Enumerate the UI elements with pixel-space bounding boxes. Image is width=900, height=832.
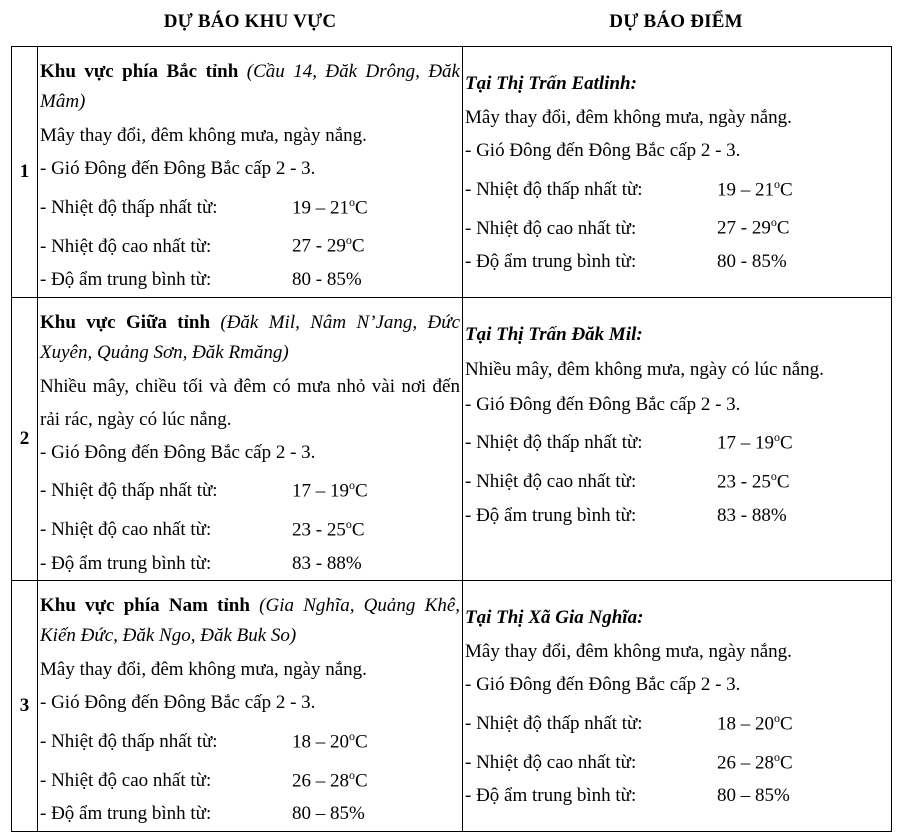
zone-temp-min bbox=[40, 720, 460, 759]
zone-humidity bbox=[40, 547, 460, 581]
row-number: 3 bbox=[12, 581, 38, 832]
point-humidity bbox=[465, 779, 889, 813]
zone-wind: - Gió Đông đến Đông Bắc cấp 2 - 3. bbox=[40, 158, 316, 179]
humidity-label: - Độ ẩm trung bình từ: bbox=[40, 803, 212, 825]
degree-symbol: o bbox=[774, 430, 780, 445]
zone-temp-max bbox=[40, 224, 460, 263]
point-title: Tại Thị Trấn Eatlinh: bbox=[465, 73, 637, 94]
zone-title bbox=[40, 57, 460, 117]
point-wind: - Gió Đông đến Đông Bắc cấp 2 - 3. bbox=[465, 674, 741, 696]
point-title: Tại Thị Trấn Đăk Mil: bbox=[465, 323, 643, 345]
degree-symbol: o bbox=[774, 176, 780, 191]
table-row bbox=[12, 581, 892, 832]
point-temp-max bbox=[465, 206, 889, 245]
zone-wind: - Gió Đông đến Đông Bắc cấp 2 - 3. bbox=[40, 441, 316, 463]
point-wind: - Gió Đông đến Đông Bắc cấp 2 - 3. bbox=[465, 140, 741, 161]
humidity-label: - Độ ẩm trung bình từ: bbox=[465, 785, 637, 807]
zone-cell bbox=[38, 297, 463, 581]
temp-min-label: - Nhiệt độ thấp nhất từ: bbox=[40, 731, 218, 753]
temp-max-value: 27 - 29$^o$C bbox=[717, 215, 790, 239]
humidity-value: 80 - 85% bbox=[717, 251, 787, 273]
degree-symbol: o bbox=[770, 468, 777, 483]
point-wind: - Gió Đông đến Đông Bắc cấp 2 - 3. bbox=[465, 393, 741, 415]
temp-max-label: - Nhiệt độ cao nhất từ: bbox=[465, 471, 637, 493]
humidity-label: - Độ ẩm trung bình từ: bbox=[465, 504, 637, 526]
temp-max-label: - Nhiệt độ cao nhất từ: bbox=[40, 519, 212, 541]
temp-max-value: 27 - 29$^o$C bbox=[292, 233, 365, 257]
point-temp-min bbox=[465, 421, 889, 460]
temp-min-value: 17 – 19$^o$C bbox=[717, 430, 793, 454]
zone-description: Mây thay đổi, đêm không mưa, ngày nắng. bbox=[40, 659, 367, 681]
point-humidity bbox=[465, 245, 889, 279]
point-cell bbox=[463, 47, 892, 298]
point-description: Nhiều mây, đêm không mưa, ngày có lúc nắng. bbox=[465, 358, 824, 380]
temp-min-label: - Nhiệt độ thấp nhất từ: bbox=[465, 432, 643, 454]
table-row bbox=[12, 297, 892, 581]
temp-min-value: 18 – 20$^o$C bbox=[292, 728, 368, 753]
point-temp-min bbox=[465, 168, 889, 207]
point-forecast-header: DỰ BÁO ĐIỂM bbox=[609, 11, 743, 32]
zone-cell bbox=[38, 47, 463, 298]
point-temp-max bbox=[465, 741, 889, 780]
table-row bbox=[12, 47, 892, 298]
zone-temp-max bbox=[40, 508, 460, 547]
degree-symbol: o bbox=[349, 194, 355, 209]
zone-name: Khu vực phía Bắc tỉnh bbox=[40, 61, 239, 82]
zone-cell bbox=[38, 581, 463, 832]
zone-description: Mây thay đổi, đêm không mưa, ngày nắng. bbox=[40, 125, 367, 146]
degree-symbol: o bbox=[774, 749, 780, 764]
zone-forecast-header: DỰ BÁO KHU VỰC bbox=[163, 11, 337, 32]
zone-places: (Gia Nghĩa, Quảng Khê, Kiến Đức, Đăk Ngo, Đăk Buk So) bbox=[40, 595, 461, 647]
degree-symbol: o bbox=[345, 516, 352, 531]
temp-max-label: - Nhiệt độ cao nhất từ: bbox=[40, 235, 212, 257]
temp-min-value: 19 – 21$^o$C bbox=[292, 194, 368, 218]
zone-places: (Đăk Mil, Nâm N’Jang, Đức Xuyên, Quảng Sơn, Đăk Rmăng) bbox=[40, 311, 460, 363]
point-title: Tại Thị Xã Gia Nghĩa: bbox=[465, 607, 644, 629]
humidity-value: 83 - 88% bbox=[717, 504, 787, 526]
zone-title bbox=[40, 591, 460, 651]
degree-symbol: o bbox=[349, 478, 355, 493]
degree-symbol: o bbox=[349, 767, 355, 782]
temp-max-label: - Nhiệt độ cao nhất từ: bbox=[465, 217, 637, 239]
point-humidity bbox=[465, 499, 889, 533]
zone-temp-min bbox=[40, 469, 460, 508]
zone-name: Khu vực phía Nam tỉnh bbox=[40, 595, 250, 617]
temp-min-label: - Nhiệt độ thấp nhất từ: bbox=[465, 178, 643, 200]
zone-temp-max bbox=[40, 759, 460, 798]
temp-min-label: - Nhiệt độ thấp nhất từ: bbox=[40, 196, 218, 218]
degree-symbol: o bbox=[770, 215, 777, 230]
degree-symbol: o bbox=[774, 710, 780, 725]
humidity-label: - Độ ẩm trung bình từ: bbox=[40, 269, 212, 291]
temp-max-label: - Nhiệt độ cao nhất từ: bbox=[40, 769, 212, 791]
temp-min-value: 17 – 19$^o$C bbox=[292, 478, 368, 502]
temp-min-value: 19 – 21$^o$C bbox=[717, 176, 793, 200]
temp-max-label: - Nhiệt độ cao nhất từ: bbox=[465, 751, 637, 773]
humidity-value: 80 – 85% bbox=[717, 785, 790, 807]
humidity-value: 80 – 85% bbox=[292, 803, 365, 825]
zone-wind: - Gió Đông đến Đông Bắc cấp 2 - 3. bbox=[40, 692, 316, 714]
humidity-label: - Độ ẩm trung bình từ: bbox=[40, 552, 212, 574]
point-cell bbox=[463, 297, 892, 581]
humidity-value: 83 - 88% bbox=[292, 552, 362, 574]
humidity-value: 80 - 85% bbox=[292, 269, 362, 291]
temp-max-value: 23 - 25$^o$C bbox=[292, 516, 365, 541]
degree-symbol: o bbox=[349, 728, 355, 743]
point-description: Mây thay đổi, đêm không mưa, ngày nắng. bbox=[465, 641, 792, 663]
temp-min-value: 18 – 20$^o$C bbox=[717, 710, 793, 735]
zone-places: (Cầu 14, Đăk Drông, Đăk Mâm) bbox=[40, 61, 460, 112]
temp-min-label: - Nhiệt độ thấp nhất từ: bbox=[40, 480, 218, 502]
humidity-label: - Độ ẩm trung bình từ: bbox=[465, 251, 637, 273]
point-temp-min bbox=[465, 702, 889, 741]
zone-description: Nhiều mây, chiều tối và đêm có mưa nhỏ vài nơi đến rải rác, ngày có lúc nắng. bbox=[40, 375, 460, 430]
point-cell bbox=[463, 581, 892, 832]
zone-temp-min bbox=[40, 186, 460, 225]
forecast-table bbox=[11, 46, 892, 832]
point-description: Mây thay đổi, đêm không mưa, ngày nắng. bbox=[465, 107, 792, 128]
zone-title bbox=[40, 308, 460, 368]
zone-name: Khu vực Giữa tỉnh bbox=[40, 311, 211, 333]
zone-humidity bbox=[40, 263, 460, 297]
point-temp-max bbox=[465, 460, 889, 499]
row-number: 2 bbox=[12, 297, 38, 581]
temp-max-value: 26 – 28$^o$C bbox=[292, 767, 368, 791]
temp-min-label: - Nhiệt độ thấp nhất từ: bbox=[465, 713, 643, 735]
row-number: 1 bbox=[12, 47, 38, 298]
degree-symbol: o bbox=[345, 233, 352, 248]
temp-max-value: 26 – 28$^o$C bbox=[717, 749, 793, 773]
temp-max-value: 23 - 25$^o$C bbox=[717, 468, 790, 493]
